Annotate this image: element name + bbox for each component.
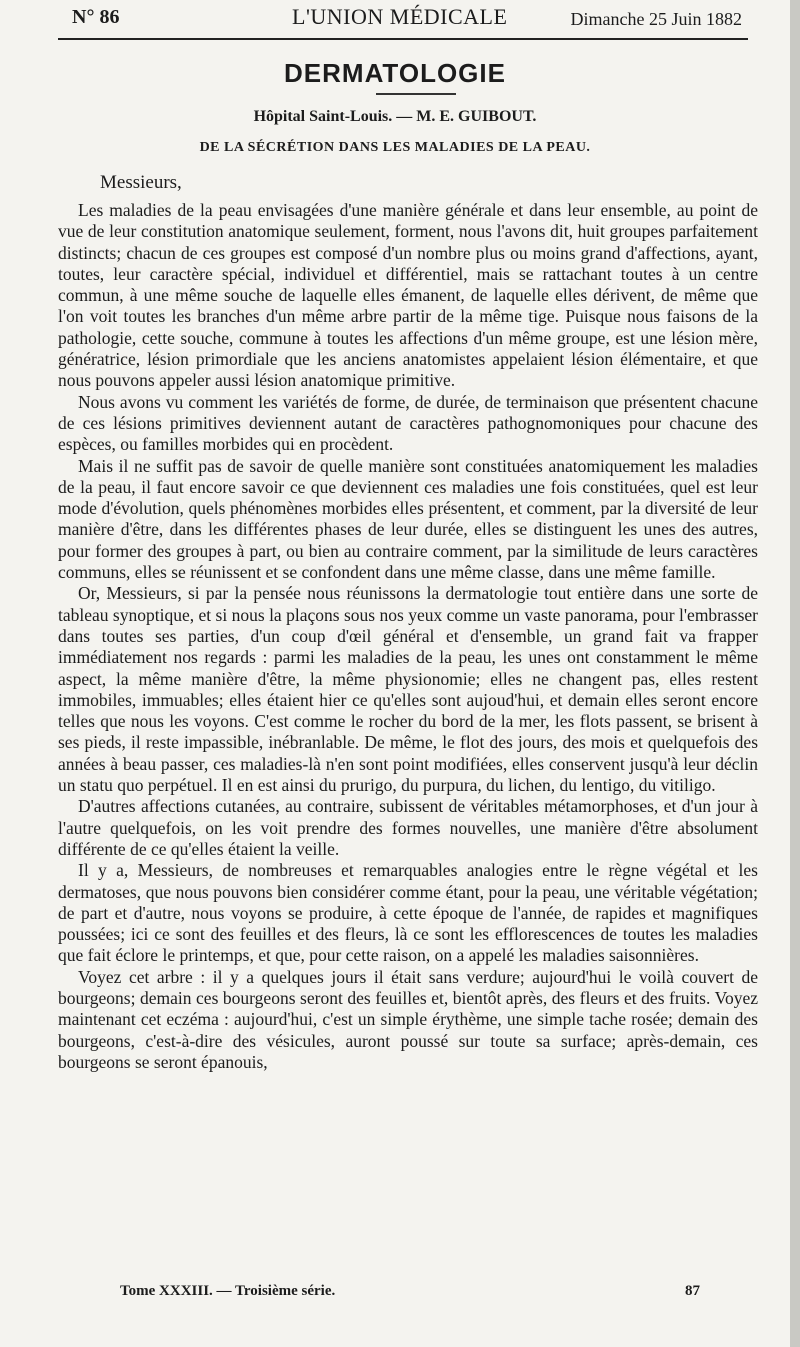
page-number: 87 xyxy=(685,1283,700,1299)
section-title: DERMATOLOGIE xyxy=(284,58,506,88)
paragraph: Les maladies de la peau envisagées d'une manière générale et dans leur ensemble, au point de vue de leur constitution anatomique seulement, forment, nous l'avons dit, huit groupes parfaitement distincts; chacun de ces groupes est composé d'un nombre plus ou moins grand d'affections, ayant, toutes, leur caractère spécial, individuel et différentiel, mais se rattachant toutes à un centre commun, à une même souche de laquelle elles émanent, de laquelle elles dérivent, de même que l'on voit toutes les branches d'un même arbre partir de la même tige. Puisque nous faisons de la pathologie, cette souche, commune à toutes les affections d'un même groupe, est une lésion mère, génératrice, lésion primordiale que les anciens anatomistes appelaient lésion élémentaire, et que nous pouvons appeler aussi lésion anatomique primitive. xyxy=(58,200,758,391)
hospital-byline: Hôpital Saint-Louis. — M. E. GUIBOUT. xyxy=(253,108,537,125)
header-rule xyxy=(58,38,748,40)
page-footer xyxy=(120,1283,700,1307)
title-divider xyxy=(376,93,456,95)
paragraph: Nous avons vu comment les variétés de forme, de durée, de terminaison que présentent chacune de ces lésions primitives deviennent autant de caractères pathognomoniques pour chacune des espèces, ou familles morbides qui en procèdent. xyxy=(58,391,758,455)
issue-date: Dimanche 25 Juin 1882 xyxy=(570,9,742,29)
paragraph: Mais il ne suffit pas de savoir de quelle manière sont constituées anatomiquement les maladies de la peau, il faut encore savoir ce que deviennent ces maladies une fois constituées, quel est leur mode d'évolution, quels phénomènes morbides elles présentent, et comment, par la diversité de leur manière d'être, dans les différentes phases de leur durée, elles se distinguent les unes des autres, pour former des groupes à part, ou bien au contraire comment, par la similitude de leurs caractères communs, elles se réunissent et se confondent dans une même classe, dans une même famille. xyxy=(58,455,758,583)
paragraph: Voyez cet arbre : il y a quelques jours il était sans verdure; aujourd'hui le voilà couvert de bourgeons; demain ces bourgeons seront des feuilles et, bientôt après, des fleurs et des fruits. Voyez maintenant cet eczéma : aujourd'hui, c'est un simple érythème, une simple tache rosée; demain des bourgeons, c'est-à-dire des vésicules, auront poussé sur toute sa surface; après-demain, ces bourgeons se seront épanouis, xyxy=(58,966,758,1072)
volume-series: Tome XXXIII. — Troisième série. xyxy=(120,1283,336,1299)
paragraph: Or, Messieurs, si par la pensée nous réunissons la dermatologie tout entière dans une sorte de tableau synoptique, et si nous la plaçons sous nos yeux comme un vaste panorama, pour l'embrasser dans toutes ses parties, d'un coup d'œil général et d'ensemble, un grand fait va frapper immédiatement nos regards : parmi les maladies de la peau, les unes ont constamment le même aspect, la même manière d'être, la même physionomie; elles ne changent pas, elles restent immobiles, immuables; elles étaient hier ce qu'elles sont aujoud'hui, et demain elles seront encore telles que nous les voyons. C'est comme le rocher du bord de la mer, les flots passent, se brisent à ses pieds, il reste impassible, inébranlable. De même, le flot des jours, des mois et quelquefois des années à beau passer, ces maladies-là n'en sont point modifiées, elles conservent jusqu'à leur déclin un statu quo perpétuel. Il en est ainsi du prurigo, du purpura, du lichen, du lentigo, du vitiligo. xyxy=(58,583,758,796)
journal-title: L'UNION MÉDICALE xyxy=(292,4,508,29)
lecture-title: DE LA SÉCRÉTION DANS LES MALADIES DE LA PEAU. xyxy=(199,140,591,155)
article-body xyxy=(58,200,758,1073)
paragraph: D'autres affections cutanées, au contraire, subissent de véritables métamorphoses, et d'un jour à l'autre quelquefois, on les voit prendre des formes nouvelles, une manière d'être absolument différente de ce qu'elles étaient la veille. xyxy=(58,796,758,859)
paragraph: Il y a, Messieurs, de nombreuses et remarquables analogies entre le règne végétal et les dermatoses, que nous pouvons bien considérer comme étant, pour la peau, une véritable végétation; de part et d'autre, nous voyons se produire, à cette époque de l'année, de rapides et magnifiques poussées; ici ce sont des feuilles et des fleurs, là ce sont les efflorescences de toutes les maladies que fait éclore le printemps, et que, pour cette raison, on a appelé les maladies saisonnières. xyxy=(58,860,758,966)
salutation: Messieurs, xyxy=(100,172,182,193)
issue-number: N° 86 xyxy=(72,6,120,28)
page-header xyxy=(72,4,762,34)
